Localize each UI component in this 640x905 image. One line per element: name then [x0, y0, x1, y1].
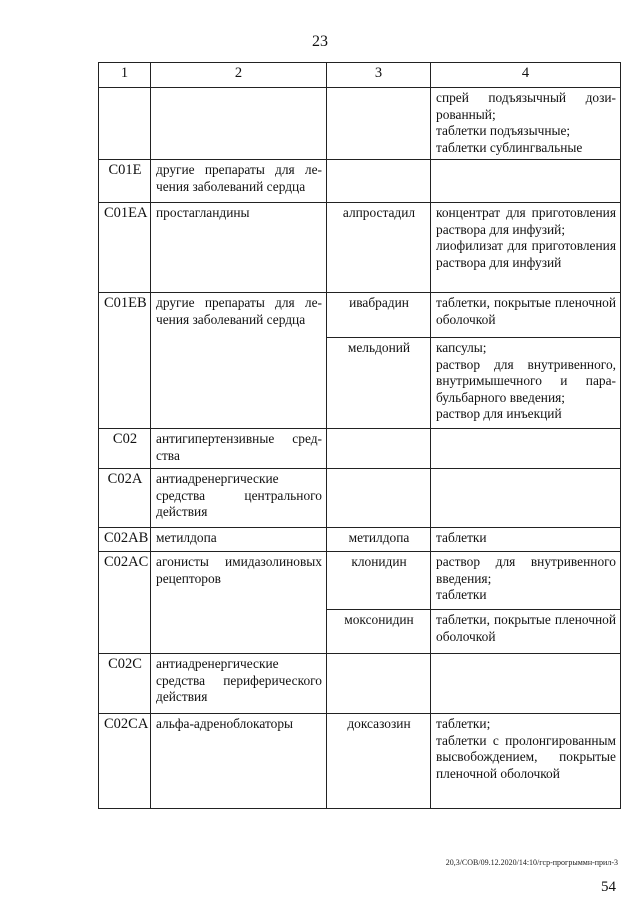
dosage-forms-cell: [431, 552, 621, 610]
inn-cell: ивабрадин: [327, 293, 431, 338]
dosage-forms-cell: [431, 429, 621, 469]
dosage-forms-cell: [431, 654, 621, 714]
table-row: [99, 654, 621, 714]
table-row: [99, 714, 621, 809]
inn-cell: [327, 469, 431, 528]
group-name-cell: альфа-адреноблокаторы: [151, 714, 327, 809]
dosage-form-line: лиофилизат для приготовления раствора для инфузий: [436, 238, 616, 270]
dosage-form-line: спрей подъязычный дозированный;: [436, 90, 616, 122]
dosage-forms-cell: [431, 610, 621, 654]
inn-cell: [327, 160, 431, 203]
page-number: 23: [312, 33, 328, 50]
dosage-form-line: таблетки с пролонгированным высвобождением, покрытые пленочной оболочкой: [436, 732, 616, 781]
header-row: [99, 63, 621, 88]
atc-code-cell: C02A: [99, 469, 151, 528]
dosage-form-line: раствор для инъекций: [436, 406, 562, 421]
group-name-cell: [151, 88, 327, 160]
sheet-number: 54: [601, 879, 616, 895]
atc-code-cell: C02CA: [99, 714, 151, 809]
atc-code-cell: C01E: [99, 160, 151, 203]
column-header-1: 1: [99, 63, 151, 88]
inn-cell: [327, 88, 431, 160]
inn-cell: мельдоний: [327, 338, 431, 429]
column-header-4: 4: [431, 63, 621, 88]
table-row: [99, 469, 621, 528]
inn-cell: алпростадил: [327, 203, 431, 293]
dosage-forms-cell: [431, 338, 621, 429]
dosage-form-line: раствор для внутривенного, внутримышечного и парабульбарного введения;: [436, 356, 616, 405]
inn-cell: метилдопа: [327, 528, 431, 552]
inn-cell: [327, 429, 431, 469]
group-name-cell: антигипертензивные средства: [151, 429, 327, 469]
table-row: [99, 203, 621, 293]
dosage-forms-cell: [431, 714, 621, 809]
dosage-forms-cell: [431, 160, 621, 203]
dosage-form-line: таблетки;: [436, 716, 491, 731]
inn-cell: [327, 654, 431, 714]
inn-cell: моксонидин: [327, 610, 431, 654]
group-name-cell: антиадренергические средства центрального действия: [151, 469, 327, 528]
dosage-form-line: капсулы;: [436, 340, 487, 355]
atc-code-cell: [99, 88, 151, 160]
dosage-form-line: таблетки: [436, 587, 487, 602]
dosage-form-line: таблетки подъязычные;: [436, 123, 571, 138]
dosage-forms-cell: [431, 203, 621, 293]
table-row: [99, 293, 621, 338]
dosage-form-line: таблетки: [436, 530, 487, 545]
atc-code-cell: C02: [99, 429, 151, 469]
group-name-cell: метилдопа: [151, 528, 327, 552]
group-name-cell: другие препараты для лечения заболеваний сердца: [151, 293, 327, 429]
column-header-2: 2: [151, 63, 327, 88]
group-name-cell: другие препараты для лечения заболеваний сердца: [151, 160, 327, 203]
inn-cell: доксазозин: [327, 714, 431, 809]
atc-code-cell: C01EA: [99, 203, 151, 293]
document-stamp: 20,3/СОВ/09.12.2020/14:10/гср-прогрыммн-прил-3: [445, 858, 618, 867]
table-row: [99, 160, 621, 203]
dosage-form-line: таблетки, покрытые пленочной оболочкой: [436, 295, 616, 327]
atc-code-cell: C01EB: [99, 293, 151, 429]
dosage-form-line: раствор для внутривенного введения;: [436, 554, 616, 586]
inn-cell: клонидин: [327, 552, 431, 610]
dosage-forms-cell: [431, 528, 621, 552]
table-row: [99, 88, 621, 160]
medication-table: [98, 62, 621, 809]
atc-code-cell: C02AB: [99, 528, 151, 552]
table-row: [99, 552, 621, 610]
dosage-form-line: таблетки сублингвальные: [436, 139, 583, 155]
group-name-cell: антиадренергические средства периферического действия: [151, 654, 327, 714]
dosage-form-line: концентрат для приготовления раствора для инфузий;: [436, 205, 616, 237]
dosage-forms-cell: [431, 88, 621, 160]
atc-code-cell: C02AC: [99, 552, 151, 654]
group-name-cell: агонисты имидазолиновых рецепторов: [151, 552, 327, 654]
table-row: [99, 528, 621, 552]
dosage-forms-cell: [431, 469, 621, 528]
table-row: [99, 429, 621, 469]
dosage-forms-cell: [431, 293, 621, 338]
group-name-cell: простагландины: [151, 203, 327, 293]
atc-code-cell: C02C: [99, 654, 151, 714]
dosage-form-line: таблетки, покрытые пленочной оболочкой: [436, 612, 616, 644]
column-header-3: 3: [327, 63, 431, 88]
